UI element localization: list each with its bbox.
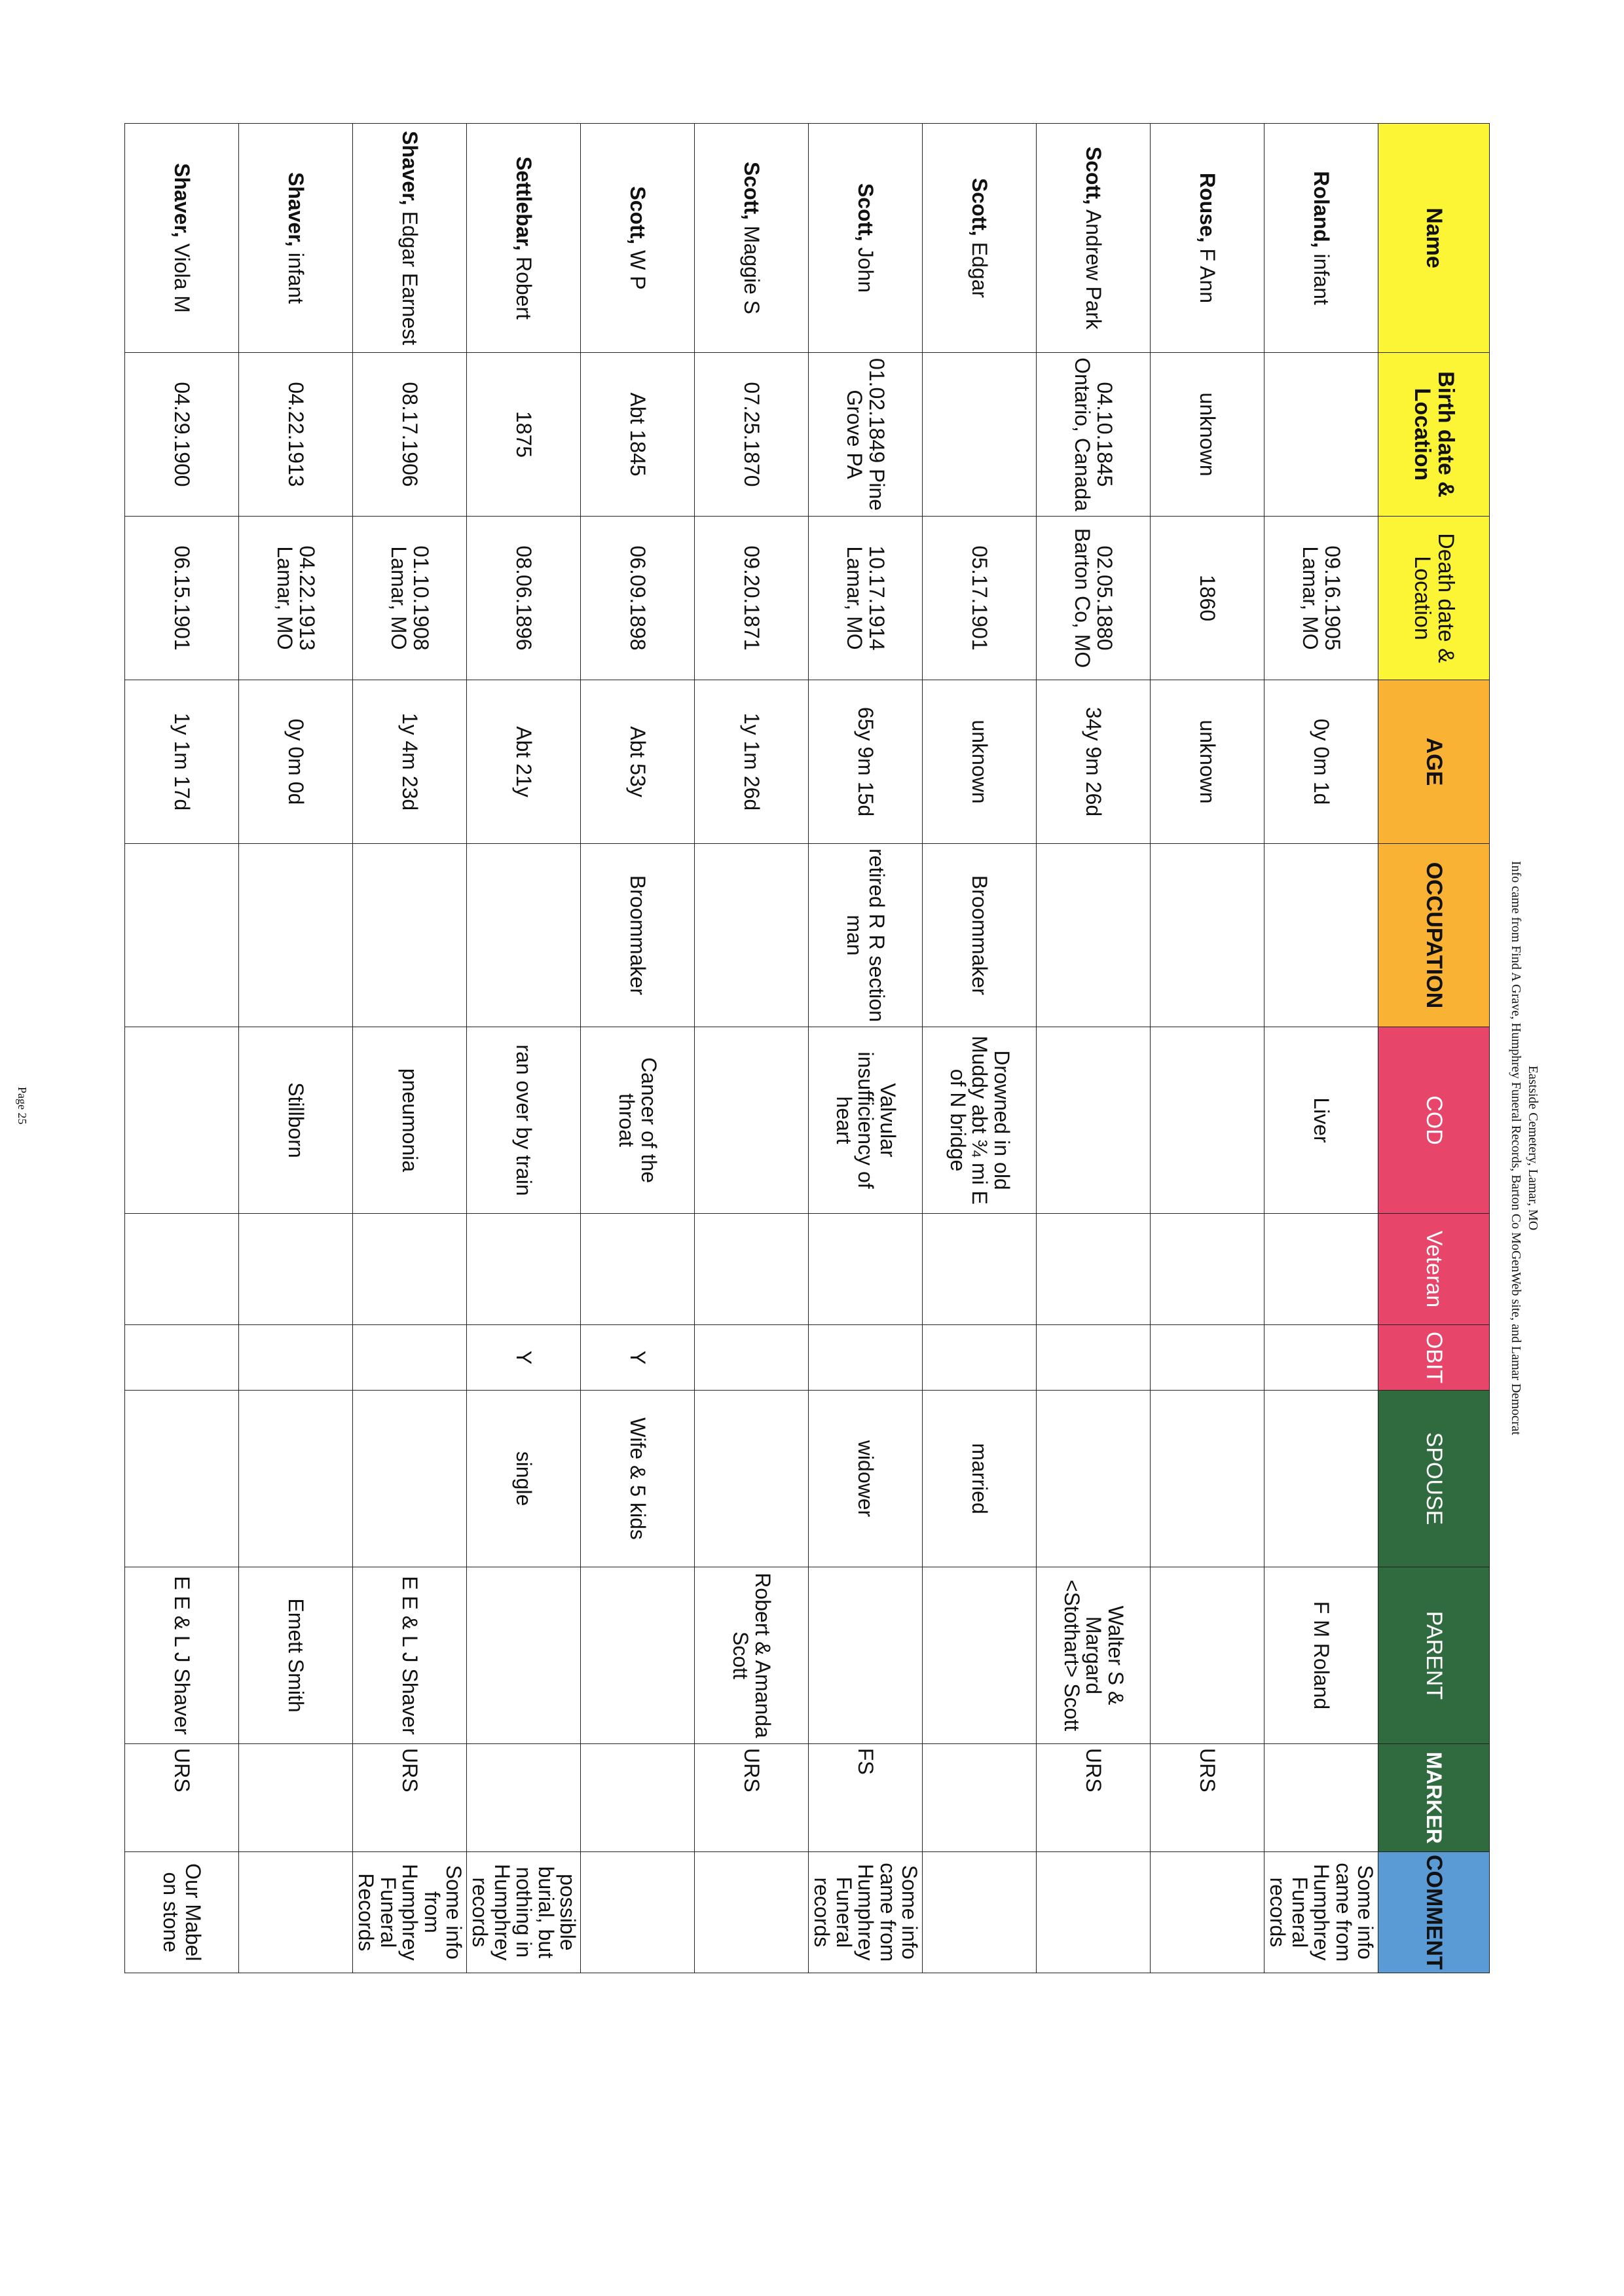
cell-marker: URS <box>1037 1744 1151 1852</box>
cell-comment <box>581 1852 695 1973</box>
cell-cod: Valvular insufficiency of heart <box>809 1027 923 1214</box>
cell-obit <box>239 1325 353 1391</box>
cell-parent: E E & L J Shaver <box>353 1567 467 1744</box>
given-name: Maggie S <box>740 219 764 314</box>
cell-parent <box>809 1567 923 1744</box>
cell-spouse: widower <box>809 1391 923 1567</box>
cell-age: 65y 9m 15d <box>809 680 923 844</box>
cell-age: 34y 9m 26d <box>1037 680 1151 844</box>
cell-birth: 04.22.1913 <box>239 353 353 517</box>
cell-spouse <box>1264 1391 1378 1567</box>
cell-occupation: Broommaker <box>923 844 1037 1027</box>
cell-veteran <box>581 1214 695 1325</box>
column-header-occupation: OCCUPATION <box>1378 844 1490 1027</box>
cell-death: 09.20.1871 <box>695 517 809 680</box>
column-header-comment: COMMENT <box>1378 1852 1490 1973</box>
column-header-birth: Birth date & Location <box>1378 353 1490 517</box>
surname: Shaver, <box>170 163 194 238</box>
cell-veteran <box>1037 1214 1151 1325</box>
cell-cod <box>1151 1027 1264 1214</box>
cell-death: 06.15.1901 <box>125 517 239 680</box>
column-header-name: Name <box>1378 124 1490 353</box>
cell-obit <box>1037 1325 1151 1391</box>
cell-age: unknown <box>923 680 1037 844</box>
cell-birth: 08.17.1906 <box>353 353 467 517</box>
cemetery-records-table <box>124 123 1490 1973</box>
column-header-cod: COD <box>1378 1027 1490 1214</box>
cell-death: 06.09.1898 <box>581 517 695 680</box>
surname: Roland, <box>1310 171 1334 248</box>
cell-parent <box>923 1567 1037 1744</box>
cell-marker <box>923 1744 1037 1852</box>
cell-spouse <box>353 1391 467 1567</box>
cell-name <box>923 124 1037 353</box>
cell-birth: 07.25.1870 <box>695 353 809 517</box>
cell-cod: Cancer of the throat <box>581 1027 695 1214</box>
cell-death: 08.06.1896 <box>467 517 581 680</box>
header-row <box>1378 124 1490 1973</box>
cell-comment <box>1037 1852 1151 1973</box>
cell-comment <box>923 1852 1037 1973</box>
cell-cod: Stillborn <box>239 1027 353 1214</box>
cell-comment <box>239 1852 353 1973</box>
cell-age: 0y 0m 1d <box>1264 680 1378 844</box>
cell-spouse: married <box>923 1391 1037 1567</box>
cell-name <box>1037 124 1151 353</box>
cell-marker <box>239 1744 353 1852</box>
cell-obit <box>1151 1325 1264 1391</box>
cell-birth <box>923 353 1037 517</box>
table-body <box>125 124 1378 1973</box>
column-header-marker: MARKER <box>1378 1744 1490 1852</box>
cell-spouse <box>239 1391 353 1567</box>
column-header-parent: PARENT <box>1378 1567 1490 1744</box>
cell-birth: 1875 <box>467 353 581 517</box>
surname: Scott, <box>968 177 992 236</box>
cell-comment <box>1151 1852 1264 1973</box>
cell-occupation <box>1037 844 1151 1027</box>
given-name: infant <box>284 246 308 304</box>
cell-marker <box>581 1744 695 1852</box>
cell-birth: Abt 1845 <box>581 353 695 517</box>
cell-cod <box>695 1027 809 1214</box>
surname: Settlebar, <box>512 156 536 251</box>
cell-death: 05.17.1901 <box>923 517 1037 680</box>
cell-occupation: Broommaker <box>581 844 695 1027</box>
cell-spouse: Wife & 5 kids <box>581 1391 695 1567</box>
cell-cod: Drowned in old Muddy abt ¾ mi E of N bridge <box>923 1027 1037 1214</box>
cell-comment: Some info came from Humphrey Funeral records <box>1264 1852 1378 1973</box>
cell-age: Abt 53y <box>581 680 695 844</box>
cell-parent: Emett Smith <box>239 1567 353 1744</box>
cell-veteran <box>809 1214 923 1325</box>
cell-age: 1y 4m 23d <box>353 680 467 844</box>
cell-spouse <box>1037 1391 1151 1567</box>
cell-death: 1860 <box>1151 517 1264 680</box>
table-row <box>581 124 695 1973</box>
cell-death: 02.05.1880 Barton Co, MO <box>1037 517 1151 680</box>
cell-marker: URS <box>353 1744 467 1852</box>
cell-parent: Robert & Amanda Scott <box>695 1567 809 1744</box>
surname: Scott, <box>740 162 764 220</box>
cell-spouse <box>125 1391 239 1567</box>
cell-obit <box>353 1325 467 1391</box>
surname: Rouse, <box>1196 172 1220 243</box>
column-header-obit: OBIT <box>1378 1325 1490 1391</box>
table-row <box>125 124 239 1973</box>
cell-age: 0y 0m 0d <box>239 680 353 844</box>
cell-birth: 04.10.1845 Ontario, Canada <box>1037 353 1151 517</box>
cell-veteran <box>239 1214 353 1325</box>
cell-parent: E E & L J Shaver <box>125 1567 239 1744</box>
table-row <box>1151 124 1264 1973</box>
cell-parent: Walter S & Margard <Stothart> Scott <box>1037 1567 1151 1744</box>
cell-parent <box>581 1567 695 1744</box>
cell-veteran <box>353 1214 467 1325</box>
column-header-death: Death date & Location <box>1378 517 1490 680</box>
cell-name <box>809 124 923 353</box>
cell-name <box>581 124 695 353</box>
given-name: Edgar Earnest <box>398 205 422 346</box>
cell-age: Abt 21y <box>467 680 581 844</box>
cell-veteran <box>1151 1214 1264 1325</box>
cell-death: 04.22.1913 Lamar, MO <box>239 517 353 680</box>
cell-name <box>1264 124 1378 353</box>
given-name: Robert <box>512 251 536 319</box>
cell-obit <box>809 1325 923 1391</box>
cell-birth: 01.02.1849 Pine Grove PA <box>809 353 923 517</box>
cell-veteran <box>923 1214 1037 1325</box>
cell-spouse <box>695 1391 809 1567</box>
surname: Scott, <box>1082 146 1106 205</box>
cell-comment <box>695 1852 809 1973</box>
column-header-veteran: Veteran <box>1378 1214 1490 1325</box>
cell-obit: Y <box>467 1325 581 1391</box>
table-row <box>467 124 581 1973</box>
cell-comment: Some info from Humphrey Funeral Records <box>353 1852 467 1973</box>
cell-spouse: single <box>467 1391 581 1567</box>
surname: Shaver, <box>284 172 308 247</box>
cell-parent <box>1151 1567 1264 1744</box>
cell-obit <box>1264 1325 1378 1391</box>
given-name: Andrew Park <box>1082 204 1106 330</box>
column-header-age: AGE <box>1378 680 1490 844</box>
cell-name <box>125 124 239 353</box>
cell-occupation <box>695 844 809 1027</box>
cell-death: 10.17.1914 Lamar, MO <box>809 517 923 680</box>
cell-marker: URS <box>1151 1744 1264 1852</box>
cell-veteran <box>125 1214 239 1325</box>
cell-spouse <box>1151 1391 1264 1567</box>
cell-comment: Our Mabel on stone <box>125 1852 239 1973</box>
given-name: Edgar <box>968 236 992 299</box>
table-row <box>695 124 809 1973</box>
cell-cod: pneumonia <box>353 1027 467 1214</box>
table-row <box>923 124 1037 1973</box>
cell-veteran <box>1264 1214 1378 1325</box>
surname: Scott, <box>854 183 878 242</box>
given-name: John <box>854 241 878 293</box>
surname: Shaver, <box>398 130 422 206</box>
cell-cod <box>1037 1027 1151 1214</box>
cell-occupation <box>239 844 353 1027</box>
cell-veteran <box>467 1214 581 1325</box>
table-row <box>239 124 353 1973</box>
table-row <box>1264 124 1378 1973</box>
surname: Scott, <box>626 186 650 245</box>
table-row <box>1037 124 1151 1973</box>
cell-comment: Some info came from Humphrey Funeral records <box>809 1852 923 1973</box>
cell-marker <box>467 1744 581 1852</box>
cell-obit: Y <box>581 1325 695 1391</box>
cell-name <box>695 124 809 353</box>
cell-birth <box>1264 353 1378 517</box>
cell-obit <box>125 1325 239 1391</box>
cell-occupation: retired R R section man <box>809 844 923 1027</box>
cell-parent: F M Roland <box>1264 1567 1378 1744</box>
document-source-note: Info came from Find A Grave, Humphrey Funeral Records, Barton Co MoGenWeb site, and Lamar Democrat <box>1509 860 1523 1436</box>
cell-cod <box>125 1027 239 1214</box>
cell-cod: ran over by train <box>467 1027 581 1214</box>
cell-occupation <box>1151 844 1264 1027</box>
cell-name <box>1151 124 1264 353</box>
cell-cod: Liver <box>1264 1027 1378 1214</box>
cell-parent <box>467 1567 581 1744</box>
table-row <box>809 124 923 1973</box>
given-name: W P <box>626 244 650 290</box>
cell-age: 1y 1m 17d <box>125 680 239 844</box>
given-name: Viola M <box>170 237 194 313</box>
cell-birth: unknown <box>1151 353 1264 517</box>
table-row <box>353 124 467 1973</box>
cell-occupation <box>1264 844 1378 1027</box>
cell-marker: URS <box>125 1744 239 1852</box>
cell-age: 1y 1m 26d <box>695 680 809 844</box>
cell-marker <box>1264 1744 1378 1852</box>
cell-name <box>239 124 353 353</box>
cell-birth: 04.29.1900 <box>125 353 239 517</box>
cell-death: 09.16.1905 Lamar, MO <box>1264 517 1378 680</box>
given-name: F Ann <box>1196 242 1220 304</box>
cell-marker: FS <box>809 1744 923 1852</box>
cell-obit <box>695 1325 809 1391</box>
cell-occupation <box>125 844 239 1027</box>
cell-marker: URS <box>695 1744 809 1852</box>
page-number: Page 25 <box>16 1087 29 1125</box>
column-header-spouse: SPOUSE <box>1378 1391 1490 1567</box>
cell-name <box>353 124 467 353</box>
cell-obit <box>923 1325 1037 1391</box>
cell-age: unknown <box>1151 680 1264 844</box>
cell-death: 01.10.1908 Lamar, MO <box>353 517 467 680</box>
cell-veteran <box>695 1214 809 1325</box>
cell-occupation <box>353 844 467 1027</box>
document-title: Eastside Cemetery, Lamar, MO <box>1526 1065 1540 1231</box>
cell-comment: possible burial, but nothing in Humphrey records <box>467 1852 581 1973</box>
given-name: infant <box>1310 247 1334 305</box>
cell-occupation <box>467 844 581 1027</box>
cell-name <box>467 124 581 353</box>
